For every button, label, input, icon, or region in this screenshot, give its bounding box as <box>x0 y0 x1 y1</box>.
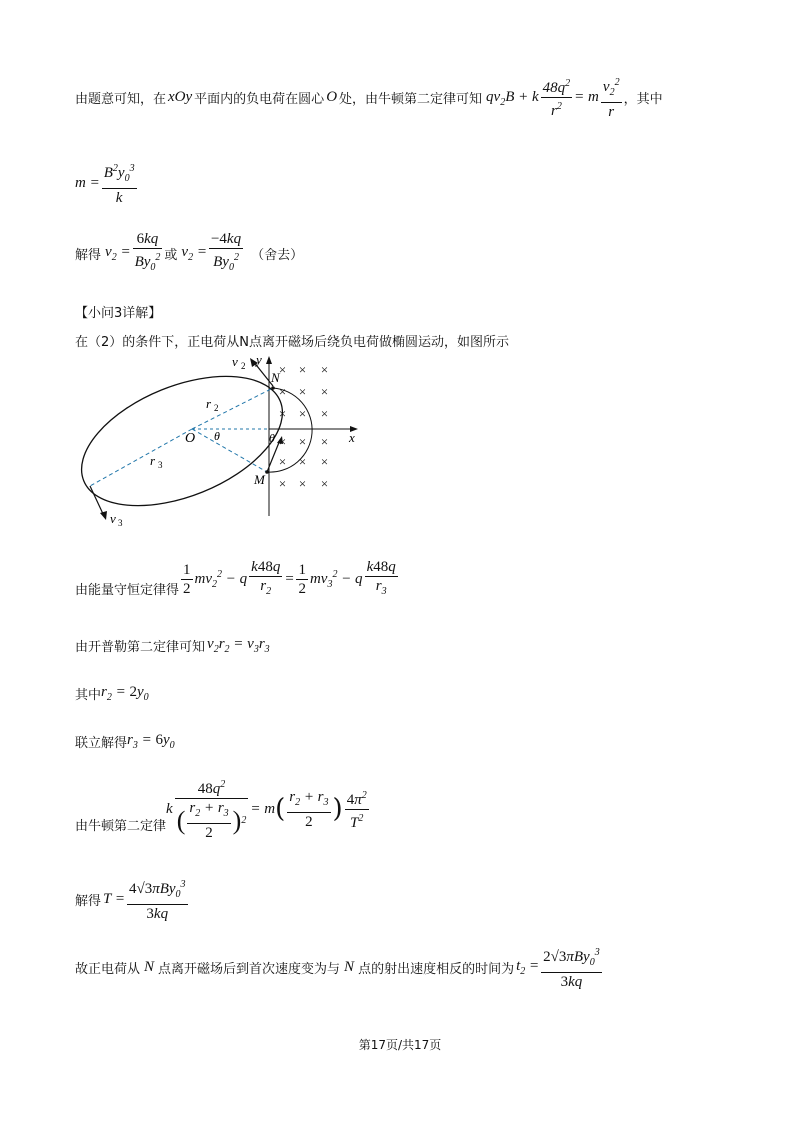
y-axis-arrow <box>266 356 272 364</box>
om-line <box>192 429 267 472</box>
svg-text:×: × <box>278 362 287 377</box>
ellipse-orbit-figure <box>70 348 380 533</box>
svg-text:×: × <box>278 476 287 491</box>
svg-text:3: 3 <box>118 518 123 528</box>
solve-label: 解得 <box>75 248 102 263</box>
final-answer: 故正电荷从 N 点离开磁场后到首次速度变为与 N 点的射出速度相反的时间为 $t_2$ = $\frac{2√3\pi By_0^3}{3kq}$ <box>75 944 604 991</box>
label-x: x <box>349 430 355 445</box>
label-y: y <box>256 352 262 367</box>
label-n: N <box>271 370 280 385</box>
svg-text:×: × <box>278 406 287 421</box>
svg-text:×: × <box>298 454 307 469</box>
v3-arrow <box>90 486 104 516</box>
svg-text:×: × <box>278 454 287 469</box>
svg-text:×: × <box>298 384 307 399</box>
svg-text:×: × <box>320 454 329 469</box>
intro-text-3: 处，由牛顿第二定律可知 <box>339 92 483 107</box>
v2-solution: 解得 $v_2$ = $\frac{6kq}{By_0^2}$ 或 $v_2$ = $\frac{-4kq}{By_0^2}$ （舍去） <box>75 231 304 273</box>
intro-text-2: 平面内的负电荷在圆心 <box>194 92 325 107</box>
energy-equation: 由能量守恒定律得 $\frac{1}{2}$ $mv_2^2 - q$ $\frac{k48q}{r_2}$ = $\frac{1}{2}$ $mv_3^2 - q$ $\frac{k48q}{r_3}$ <box>75 559 396 598</box>
r3-value: 联立解得 $r_3 = 6y_0$ <box>75 732 175 751</box>
point-m <box>265 470 269 474</box>
q3-intro: 在（2）的条件下，正电荷从N点离开磁场后绕负电荷做椭圆运动，如图所示 <box>75 335 509 350</box>
label-m: M <box>254 472 265 487</box>
svg-text:×: × <box>298 362 307 377</box>
svg-text:3: 3 <box>158 460 163 470</box>
label-v2: v <box>232 354 238 369</box>
svg-text:2: 2 <box>214 403 219 413</box>
label-o: O <box>185 431 196 446</box>
svg-text:×: × <box>320 362 329 377</box>
svg-text:×: × <box>320 476 329 491</box>
v3-arrowhead <box>100 511 107 520</box>
plane-label: xOy <box>168 89 193 105</box>
point-n <box>271 386 275 390</box>
label-r3: r <box>150 453 156 468</box>
label-v3: v <box>110 511 116 526</box>
or-label: 或 <box>164 248 178 263</box>
label-theta1: θ <box>214 429 220 443</box>
intro-text-4: ，其中 <box>623 92 663 107</box>
svg-text:×: × <box>298 406 307 421</box>
svg-text:×: × <box>278 384 287 399</box>
mass-formula: m = $\frac{B^2y_0^3}{k}$ <box>75 160 139 207</box>
r2-line <box>192 388 273 429</box>
magnetic-field-marks <box>278 362 329 491</box>
intro-line <box>75 74 663 121</box>
r2-value: 其中 $r_2 = 2y_0$ <box>75 684 149 703</box>
kepler-equation: 由开普勒第二定律可知 $v_2r_2 = v_3r_3$ <box>75 636 270 655</box>
svg-text:×: × <box>320 406 329 421</box>
svg-text:×: × <box>320 434 329 449</box>
newton-period-equation: 由牛顿第二定律 k $48q^2$ ( $\frac{r_2 + r_3}{2}$ ) 2 = m ( $\frac{r_2 + r_3}{2}$ ) $\frac{4\pi^2}{T^2}$ <box>75 776 371 842</box>
svg-text:×: × <box>298 434 307 449</box>
svg-text:×: × <box>298 476 307 491</box>
center-label: O <box>326 89 338 105</box>
r3-line <box>90 429 192 486</box>
svg-text:×: × <box>278 434 287 449</box>
newton-equation-1: $qv_2B + k$ $\frac{48q^2}{r^2}$ = m $\frac{v_2^2}{r}$ <box>486 74 624 121</box>
discard-label: （舍去） <box>251 248 304 263</box>
label-r2: r <box>206 396 212 411</box>
q3-header: 【小问3详解】 <box>75 306 162 321</box>
intro-text-1: 由题意可知，在 <box>75 92 167 107</box>
label-theta2: θ <box>269 431 275 445</box>
svg-text:×: × <box>320 384 329 399</box>
svg-text:2: 2 <box>241 361 246 371</box>
period-solution: 解得 T = $\frac{4√3\pi By_0^3}{3kq}$ <box>75 876 190 923</box>
page-footer: 第17页/共17页 <box>358 1038 442 1052</box>
